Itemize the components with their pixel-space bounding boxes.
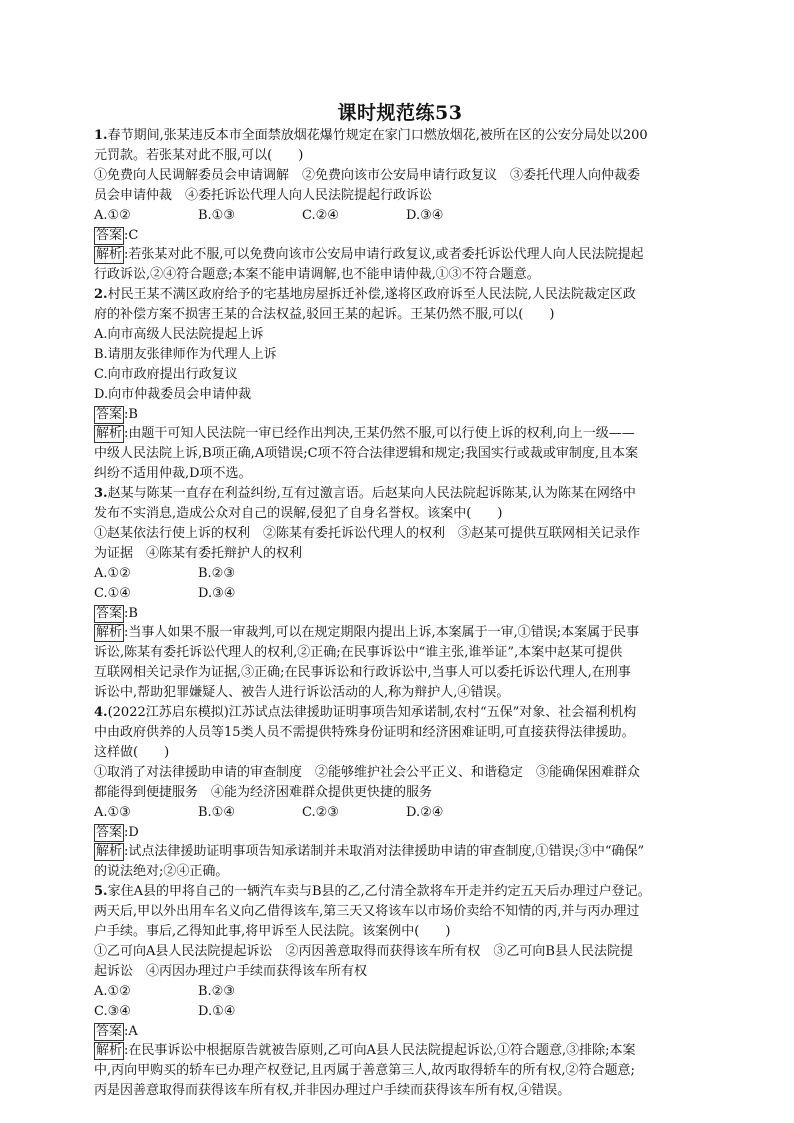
analysis-line (94, 1041, 706, 1061)
options-row (94, 365, 706, 385)
analysis-label: 解析 (96, 426, 123, 441)
answer-row (94, 405, 706, 424)
answer-option: D.①④ (198, 1004, 236, 1019)
answer-option: D.②④ (406, 805, 444, 820)
analysis-line (94, 663, 706, 683)
question-stem-line (94, 703, 706, 723)
question-number: 1. (94, 128, 108, 143)
analysis-text: 的说法绝对;②④正确。 (94, 864, 229, 879)
question-list (94, 126, 706, 1101)
question-number: 2. (94, 287, 108, 302)
analysis-line (94, 245, 706, 265)
answer-option: C.②④ (302, 208, 339, 223)
question-stem-text: 发布不实消息,造成公众对自己的误解,侵犯了自身名誉权。该案中( ) (94, 506, 503, 521)
analysis-label: 解析 (96, 844, 123, 859)
answer-option: B.②③ (198, 984, 235, 999)
answer-option: D.③④ (406, 208, 444, 223)
analysis-text: 诉讼中,帮助犯罪嫌疑人、被告人进行诉讼活动的人,称为辩护人,④错误。 (94, 685, 510, 700)
page-title: 课时规范练53 (337, 102, 463, 124)
question-stem-line (94, 743, 706, 763)
options-row (94, 345, 706, 365)
options-row (94, 1002, 706, 1022)
worksheet-page (94, 92, 706, 1101)
answer-option: B.②③ (198, 566, 235, 581)
answer-option: C.②③ (302, 805, 339, 820)
question-stem-line (94, 902, 706, 922)
analysis-line (94, 842, 706, 862)
analysis-line (94, 683, 706, 703)
question-stem-line (94, 484, 706, 504)
answer-label: 答案 (96, 1024, 123, 1039)
question-block (94, 126, 706, 285)
answer-row (94, 1022, 706, 1041)
answer-option: B.①③ (198, 208, 235, 223)
analysis-label: 解析 (96, 247, 123, 262)
answer-option: C.③④ (94, 1004, 131, 1019)
question-block (94, 285, 706, 484)
question-stem-line (94, 285, 706, 305)
answer-option: D.向市仲裁委员会申请仲裁 (94, 387, 252, 402)
answer-option: A.向市高级人民法院提起上诉 (94, 327, 264, 342)
analysis-text: 诉讼,陈某有委托诉讼代理人的权利,②正确;在民事诉讼中“谁主张,谁举证”,本案中赵某可提供 (94, 645, 623, 660)
answer-option: B.①④ (198, 805, 235, 820)
options-row (94, 385, 706, 405)
question-stem-text: 赵某与陈某一直存在利益纠纷,互有过激言语。后赵某向人民法院起诉陈某,认为陈某在网络中 (107, 486, 636, 501)
question-block (94, 703, 706, 882)
answer-value: :B (124, 407, 138, 422)
question-stem-line (94, 146, 706, 166)
answer-value: :B (124, 606, 138, 621)
analysis-text: 互联网相关记录作为证据,③正确;在民事诉讼和行政诉讼中,当事人可以委托诉讼代理人,在刑事 (94, 665, 631, 680)
analysis-line (94, 464, 706, 484)
analysis-label: 解析 (96, 1043, 123, 1058)
options-row (94, 206, 706, 226)
analysis-text: :试点法律援助证明事项告知承诺制并未取消对法律援助申请的审查制度,①错误;③中“确保” (124, 844, 645, 859)
analysis-line (94, 643, 706, 663)
question-stem-line (94, 882, 706, 902)
question-stem-line (94, 723, 706, 743)
question-stem-text: 这样做( ) (94, 745, 170, 760)
answer-value: :C (124, 228, 139, 243)
answer-option: C.①④ (94, 586, 131, 601)
question-stem-text: 元罚款。若张某对此不服,可以( ) (94, 148, 304, 163)
question-number: 5. (94, 884, 108, 899)
answer-option: A.①③ (94, 805, 131, 820)
question-stem-text: 府的补偿方案不损害王某的合法权益,驳回王某的起诉。王某仍然不服,可以( ) (94, 307, 555, 322)
answer-label: 答案 (96, 825, 123, 840)
analysis-line (94, 623, 706, 643)
analysis-text: 行政诉讼,②④符合题意;本案不能申请调解,也不能申请仲裁,①③不符合题意。 (94, 267, 540, 282)
statement-items-line: 都能得到便捷服务 ④能为经济困难群众提供更快捷的服务 (94, 785, 433, 800)
analysis-line (94, 265, 706, 285)
question-stem-text: 中由政府供养的人员等15类人员不需提供特殊身份证明和经济困难证明,可直接获得法律援助。 (94, 725, 635, 740)
question-stem-text: 家住A县的甲将自己的一辆汽车卖与B县的乙,乙付清全款将车开走并约定五天后办理过户登记。 (107, 884, 651, 899)
question-block (94, 484, 706, 703)
statement-items-line: ①取消了对法律援助申请的审查制度 ②能够维护社会公平正义、和谐稳定 ③能确保困难群众 (94, 765, 641, 780)
analysis-text: 中级人民法院上诉,B项正确,A项错误;C项不符合法律逻辑和规定;我国实行或裁或审制度,且本案 (94, 446, 639, 461)
question-stem-text: 户手续。事后,乙得知此事,将甲诉至人民法院。该案例中( ) (94, 924, 451, 939)
question-block (94, 882, 706, 1101)
answer-option: A.①② (94, 984, 131, 999)
question-stem-text: 春节期间,张某违反本市全面禁放烟花爆竹规定在家门口燃放烟花,被所在区的公安分局处以200 (107, 128, 648, 143)
analysis-text: :当事人如果不服一审裁判,可以在规定期限内提出上诉,本案属于一审,①错误;本案属于民事 (124, 625, 640, 640)
analysis-line (94, 444, 706, 464)
analysis-text: 中,丙向甲购买的轿车已办理产权登记,且丙属于善意第三人,故丙取得轿车的所有权,②符合题意; (94, 1063, 635, 1078)
analysis-label: 解析 (96, 625, 123, 640)
options-row (94, 325, 706, 345)
answer-row (94, 823, 706, 842)
question-stem-line (94, 305, 706, 325)
statement-items-line: ①乙可向A县人民法院提起诉讼 ②丙因善意取得而获得该车所有权 ③乙可向B县人民法院提 (94, 944, 633, 959)
question-stem-line (94, 126, 706, 146)
question-stem-text: 两天后,甲以外出用车名义向乙借得该车,第三天又将该车以市场价卖给不知情的丙,并与丙办理过 (94, 904, 640, 919)
options-row (94, 564, 706, 584)
answer-label: 答案 (96, 606, 123, 621)
analysis-line (94, 1061, 706, 1081)
answer-label: 答案 (96, 407, 123, 422)
answer-option: A.①② (94, 208, 131, 223)
options-row (94, 982, 706, 1002)
analysis-line (94, 1081, 706, 1101)
analysis-line (94, 424, 706, 444)
question-number: 4. (94, 705, 108, 720)
statement-items-line: 起诉讼 ④丙因办理过户手续而获得该车所有权 (94, 964, 368, 979)
options-row (94, 584, 706, 604)
question-number: 3. (94, 486, 108, 501)
analysis-text: 纠纷不适用仲裁,D项不选。 (94, 466, 252, 481)
question-stem-line (94, 922, 706, 942)
question-stem-text: 村民王某不满区政府给予的宅基地房屋拆迁补偿,遂将区政府诉至人民法院,人民法院裁定区政 (107, 287, 636, 302)
answer-row (94, 604, 706, 623)
statement-items-line: 为证据 ④陈某有委托辩护人的权利 (94, 546, 303, 561)
question-stem-text: (2022江苏启东模拟)江苏试点法律援助证明事项告知承诺制,农村“五保”对象、社会福利机构 (107, 705, 637, 720)
answer-label: 答案 (96, 228, 123, 243)
answer-value: :D (124, 825, 139, 840)
analysis-text: 丙是因善意取得而获得该车所有权,并非因办理过户手续而获得该车所有权,④错误。 (94, 1083, 571, 1098)
answer-option: A.①② (94, 566, 131, 581)
options-row (94, 803, 706, 823)
answer-option: D.③④ (198, 586, 236, 601)
analysis-line (94, 862, 706, 882)
answer-value: :A (124, 1024, 138, 1039)
analysis-text: :由题干可知人民法院一审已经作出判决,王某仍然不服,可以行使上诉的权利,向上一级—— (124, 426, 635, 441)
answer-option: C.向市政府提出行政复议 (94, 367, 238, 382)
answer-row (94, 226, 706, 245)
statement-items-line: ①赵某依法行使上诉的权利 ②陈某有委托诉讼代理人的权利 ③赵某可提供互联网相关记录作 (94, 526, 641, 541)
statement-items-line: ①免费向人民调解委员会申请调解 ②免费向该市公安局申请行政复议 ③委托代理人向仲裁委 (94, 168, 641, 183)
question-stem-line (94, 504, 706, 524)
analysis-text: :在民事诉讼中根据原告就被告原则,乙可向A县人民法院提起诉讼,①符合题意,③排除;本案 (124, 1043, 636, 1058)
statement-items-line: 员会申请仲裁 ④委托诉讼代理人向人民法院提起行政诉讼 (94, 188, 433, 203)
analysis-text: :若张某对此不服,可以免费向该市公安局申请行政复议,或者委托诉讼代理人向人民法院提起 (124, 247, 644, 262)
answer-option: B.请朋友张律师作为代理人上诉 (94, 347, 277, 362)
